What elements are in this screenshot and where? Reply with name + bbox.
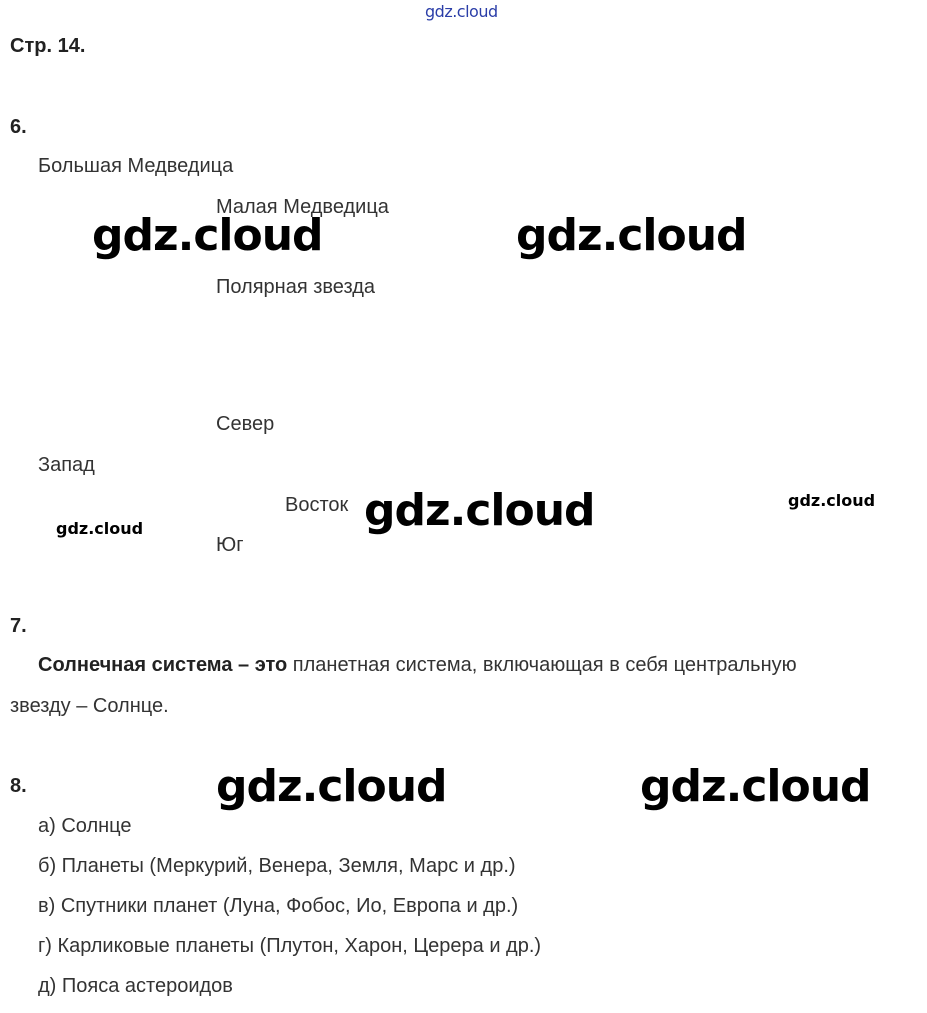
task-8-item: г) Карликовые планеты (Плутон, Харон, Церера и др.) xyxy=(38,935,542,957)
watermark-big-2: gdz.cloud xyxy=(516,210,747,261)
task-8-number: 8. xyxy=(10,775,27,797)
task-7-number: 7. xyxy=(10,615,27,637)
task-7-definition-2: звезду – Солнце. xyxy=(10,695,169,717)
label-little-dipper: Малая Медведица xyxy=(216,196,389,218)
task-7-line-1 xyxy=(38,645,797,685)
watermark-big-4: gdz.cloud xyxy=(216,761,447,812)
label-west: Запад xyxy=(38,454,95,476)
watermark-top: gdz.cloud xyxy=(425,2,498,21)
task-8-item: д) Пояса астероидов xyxy=(38,975,233,997)
task-6-number: 6. xyxy=(10,116,27,138)
watermark-big-3: gdz.cloud xyxy=(364,485,595,536)
task-8-item: а) Солнце xyxy=(38,815,132,837)
label-big-dipper: Большая Медведица xyxy=(38,155,234,177)
task-8-item: в) Спутники планет (Луна, Фобос, Ио, Европа и др.) xyxy=(38,895,519,917)
watermark-big-1: gdz.cloud xyxy=(92,210,323,261)
task-8-item: б) Планеты (Меркурий, Венера, Земля, Марс и др.) xyxy=(38,855,516,877)
label-polaris: Полярная звезда xyxy=(216,276,376,298)
task-7-term: Солнечная система – это xyxy=(38,654,288,676)
page-title: Стр. 14. xyxy=(10,35,86,57)
label-east: Восток xyxy=(285,494,349,516)
task-7-definition-1: планетная система, включающая в себя центральную xyxy=(287,654,797,676)
label-south: Юг xyxy=(216,534,244,556)
watermark-big-5: gdz.cloud xyxy=(640,761,871,812)
watermark-small-1: gdz.cloud xyxy=(788,491,876,510)
label-north: Север xyxy=(216,413,275,435)
watermark-small-2: gdz.cloud xyxy=(56,519,144,538)
